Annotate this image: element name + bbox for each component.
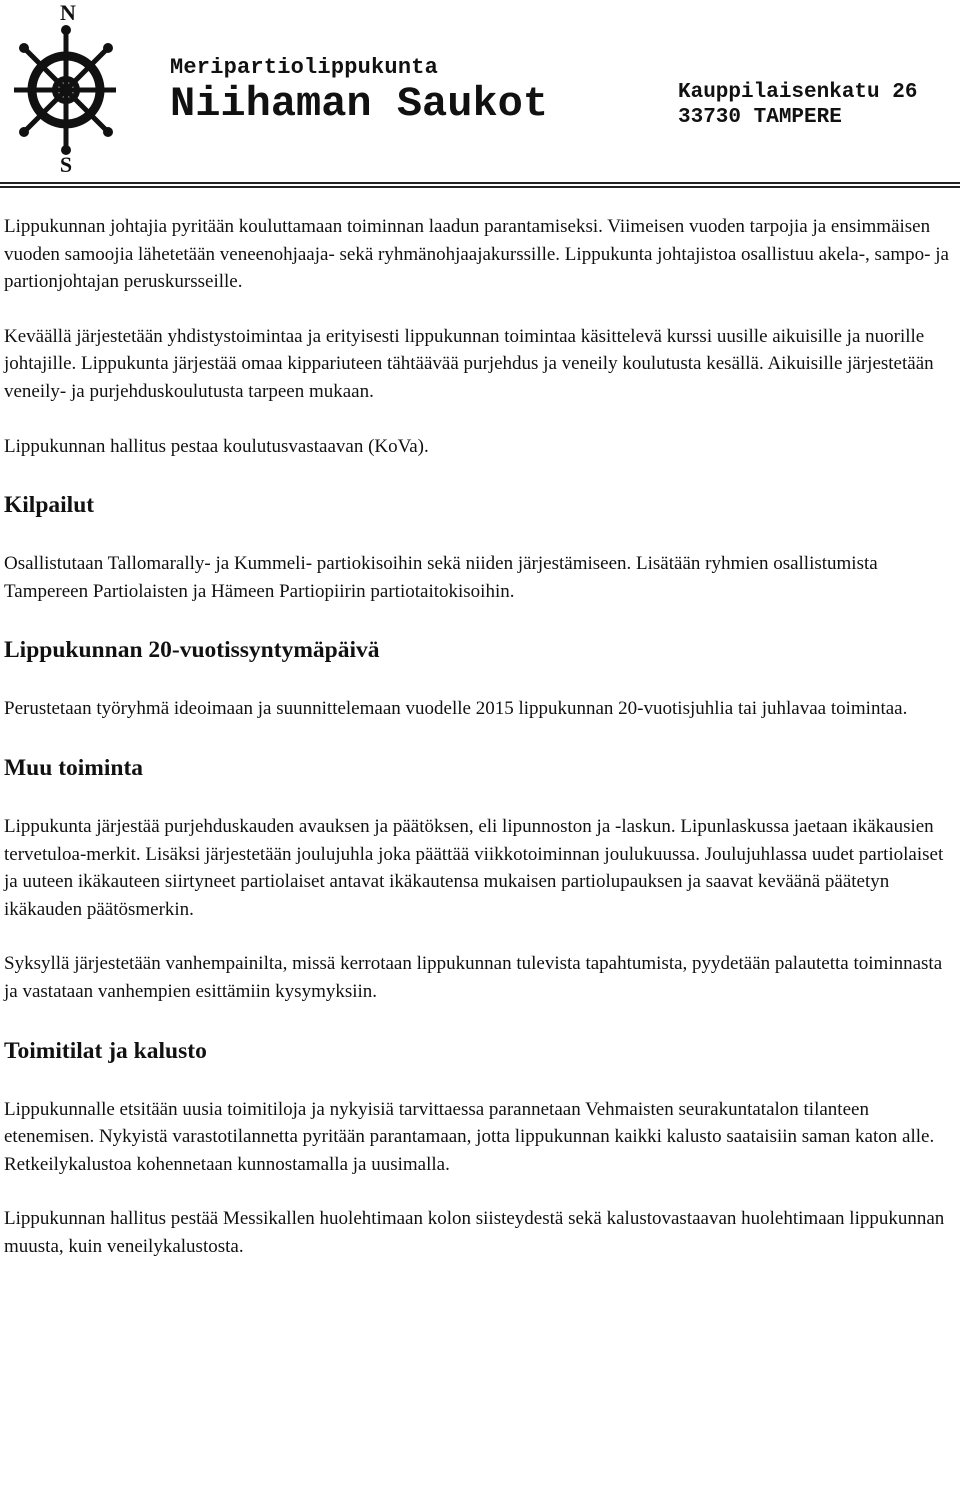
address-street: Kauppilaisenkatu 26 [678,81,918,104]
header-rule-top [0,182,960,184]
ships-wheel-logo [14,0,116,180]
logo-letter-north: N [60,0,76,25]
heading-kilpailut: Kilpailut [4,492,95,519]
organization-type: Meripartiolippukunta [170,55,439,80]
header-rule-bottom [0,186,960,188]
heading-anniversary: Lippukunnan 20-vuotissyntymäpäivä [4,637,380,664]
heading-facilities: Toimitilat ja kalusto [4,1037,207,1064]
paragraph-competitions: Osallistutaan Tallomarally- ja Kummeli- partiokisoihin sekä niiden järjestämiseen. Lisätään ryhmien osallistumista Tampereen Partiolaisten ja Hämeen Partiopiirin partiotaitokisoihin. [4,553,878,602]
paragraph-spring-course: Keväällä järjestetään yhdistystoimintaa ja erityisesti lippukunnan toimintaa käsittelevä kurssi uusille aikuisille ja nuorille johtajille. Lippukunta järjestää omaa kippariuteen tähtäävää purjehdus ja veneily koulutusta kesällä. Aikuisille järjestetään veneily- ja purjehduskoulutusta tarpeen mukaan. [4,325,934,402]
paragraph-anniversary: Perustetaan työryhmä ideoimaan ja suunnittelemaan vuodelle 2015 lippukunnan 20-vuotisjuhlia tai juhlavaa toimintaa. [4,698,908,720]
paragraph-facilities: Lippukunnalle etsitään uusia toimitiloja ja nykyisiä tarvittaessa parannetaan Vehmaisten seurakuntatalon tilanteen etenemisen. Nykyistä varastotilannetta pyritään parantamaan, jotta lippukunnan kaikki kalusto saataisiin saman katon alle. Retkeilykalustoa kohennetaan kunnostamalla ja uusimalla. [4,1098,935,1175]
paragraph-parents-evening: Syksyllä järjestetään vanhempainilta, missä kerrotaan lippukunnan tulevista tapahtumista, pyydetään palautetta toiminnasta ja vastataan vanhempien esittämiin kysymyksiin. [4,953,943,1002]
paragraph-training-leaders: Lippukunnan johtajia pyritään kouluttamaan toiminnan laadun parantamiseksi. Viimeisen vuoden tarpojia ja ensimmäisen vuoden samoojia lähetetään veneenohjaaja- sekä ryhmänohjaajakurssille. Lippukunta johtajistoa osallistuu akela-, sampo- ja partionjohtajan peruskursseille. [4,216,949,293]
paragraph-kova: Lippukunnan hallitus pestaa koulutusvastaavan (KoVa). [4,435,429,457]
paragraph-sailing-season: Lippukunta järjestää purjehduskauden avauksen ja päätöksen, eli lipunnoston ja -laskun. Lipunlaskussa jaetaan ikäkausien tervetuloa-merkit. Lisäksi järjestetään joulujuhla joka päättää viikkotoiminnan joulukuussa. Joulujuhlassa uudet partiolaiset ja uuteen ikäkauteen siirtyneet partiolaiset antavat ikäkautensa mukaisen partiolupauksen ja saavat keväänä päätetyn ikäkauden päätösmerkin. [4,815,944,920]
address-block [678,80,917,130]
address-city: 33730 TAMPERE [678,106,842,129]
paragraph-equipment-manager: Lippukunnan hallitus pestää Messikallen huolehtimaan kolon siisteydestä sekä kalustovastaavan huolehtimaan lippukunnan muusta, kuin veneilykalustosta. [4,1208,945,1257]
logo-letter-south: S [59,152,73,177]
heading-other-activities: Muu toiminta [4,754,144,781]
organization-name: Niihaman Saukot [170,80,549,128]
document-body [4,213,954,1260]
